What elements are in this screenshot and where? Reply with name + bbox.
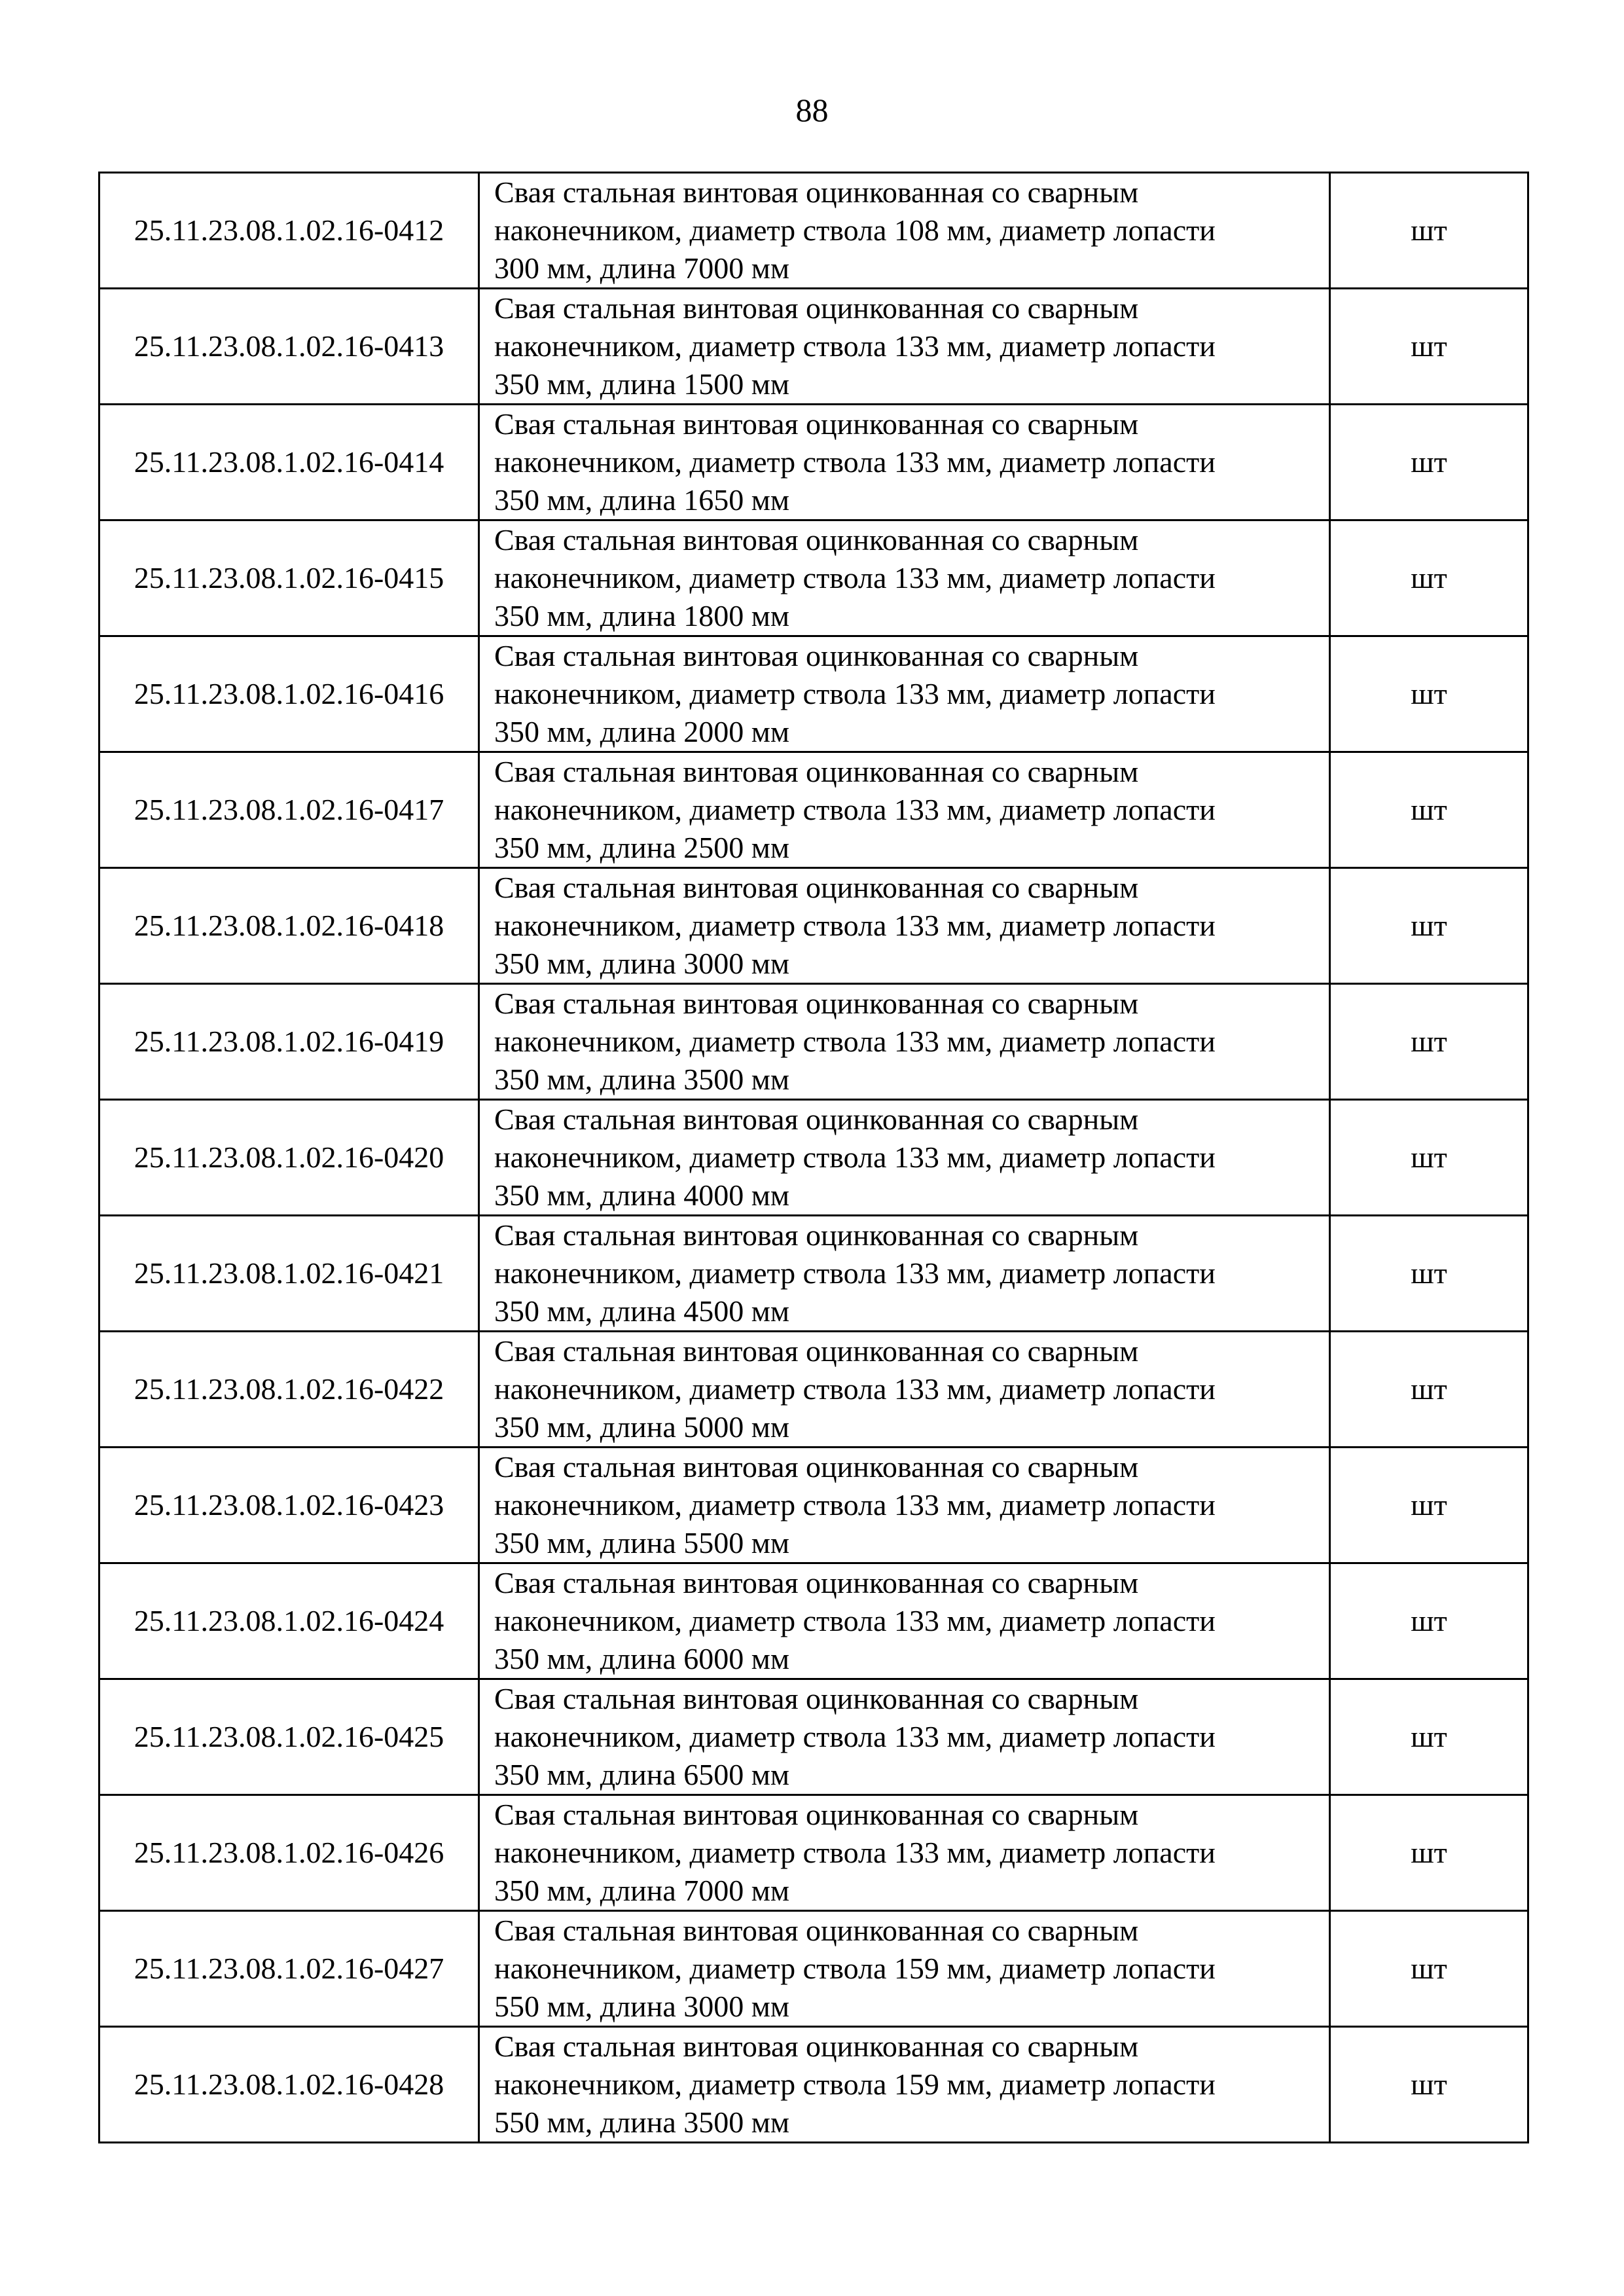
description-line: 550 мм, длина 3000 мм xyxy=(494,1990,789,2023)
item-description-cell xyxy=(479,1448,1330,1563)
item-code-cell: 25.11.23.08.1.02.16-0418 xyxy=(99,868,479,984)
item-unit-cell: шт xyxy=(1330,1795,1528,1911)
description-line: 350 мм, длина 1800 мм xyxy=(494,599,789,632)
description-line: наконечником, диаметр ствола 133 мм, диаметр лопасти xyxy=(494,1836,1216,1869)
description-line: наконечником, диаметр ствола 133 мм, диаметр лопасти xyxy=(494,1488,1216,1522)
item-unit-cell: шт xyxy=(1330,405,1528,520)
item-unit-cell: шт xyxy=(1330,1563,1528,1679)
item-code-cell: 25.11.23.08.1.02.16-0414 xyxy=(99,405,479,520)
item-code-cell: 25.11.23.08.1.02.16-0420 xyxy=(99,1100,479,1216)
item-code-cell: 25.11.23.08.1.02.16-0425 xyxy=(99,1679,479,1795)
item-code-cell: 25.11.23.08.1.02.16-0421 xyxy=(99,1216,479,1332)
description-line: наконечником, диаметр ствола 133 мм, диаметр лопасти xyxy=(494,329,1216,363)
item-description-cell xyxy=(479,1679,1330,1795)
item-unit-cell: шт xyxy=(1330,1448,1528,1563)
item-description-cell xyxy=(479,1100,1330,1216)
description-line: наконечником, диаметр ствола 133 мм, диаметр лопасти xyxy=(494,1720,1216,1753)
description-line: наконечником, диаметр ствола 133 мм, диаметр лопасти xyxy=(494,1256,1216,1290)
description-line: Свая стальная винтовая оцинкованная со сварным xyxy=(494,1798,1139,1831)
description-line: Свая стальная винтовая оцинкованная со сварным xyxy=(494,175,1139,209)
description-line: 350 мм, длина 4500 мм xyxy=(494,1294,789,1328)
item-code-cell: 25.11.23.08.1.02.16-0412 xyxy=(99,173,479,289)
item-unit-cell: шт xyxy=(1330,868,1528,984)
description-line: наконечником, диаметр ствола 133 мм, диаметр лопасти xyxy=(494,1025,1216,1058)
item-code-cell: 25.11.23.08.1.02.16-0416 xyxy=(99,636,479,752)
table-row xyxy=(99,1911,1528,2027)
description-line: 550 мм, длина 3500 мм xyxy=(494,2105,789,2139)
item-code-cell: 25.11.23.08.1.02.16-0422 xyxy=(99,1332,479,1448)
description-line: Свая стальная винтовая оцинкованная со сварным xyxy=(494,755,1139,788)
description-line: 350 мм, длина 1500 мм xyxy=(494,367,789,401)
description-line: Свая стальная винтовая оцинкованная со сварным xyxy=(494,1566,1139,1599)
page-number: 88 xyxy=(795,92,829,128)
item-description-cell xyxy=(479,173,1330,289)
description-line: Свая стальная винтовая оцинкованная со сварным xyxy=(494,2030,1139,2063)
item-unit-cell: шт xyxy=(1330,1100,1528,1216)
description-line: 300 мм, длина 7000 мм xyxy=(494,251,789,285)
table-row xyxy=(99,289,1528,405)
table-row xyxy=(99,984,1528,1100)
item-description-cell xyxy=(479,752,1330,868)
description-line: наконечником, диаметр ствола 159 мм, диаметр лопасти xyxy=(494,2068,1216,2101)
item-description-cell xyxy=(479,520,1330,636)
table-row xyxy=(99,405,1528,520)
description-line: Свая стальная винтовая оцинкованная со сварным xyxy=(494,407,1139,441)
description-line: наконечником, диаметр ствола 133 мм, диаметр лопасти xyxy=(494,1140,1216,1174)
item-code-cell: 25.11.23.08.1.02.16-0427 xyxy=(99,1911,479,2027)
description-line: Свая стальная винтовая оцинкованная со сварным xyxy=(494,987,1139,1020)
item-description-cell xyxy=(479,868,1330,984)
item-description-cell xyxy=(479,289,1330,405)
item-unit-cell: шт xyxy=(1330,173,1528,289)
table-row xyxy=(99,752,1528,868)
description-line: наконечником, диаметр ствола 133 мм, диаметр лопасти xyxy=(494,677,1216,710)
item-code-cell: 25.11.23.08.1.02.16-0413 xyxy=(99,289,479,405)
description-line: Свая стальная винтовая оцинкованная со сварным xyxy=(494,1218,1139,1252)
item-code-cell: 25.11.23.08.1.02.16-0415 xyxy=(99,520,479,636)
description-line: Свая стальная винтовая оцинкованная со сварным xyxy=(494,639,1139,672)
description-line: Свая стальная винтовая оцинкованная со сварным xyxy=(494,523,1139,556)
description-line: 350 мм, длина 4000 мм xyxy=(494,1178,789,1212)
item-description-cell xyxy=(479,636,1330,752)
item-description-cell xyxy=(479,1216,1330,1332)
table-row xyxy=(99,2027,1528,2143)
item-code-cell: 25.11.23.08.1.02.16-0423 xyxy=(99,1448,479,1563)
item-unit-cell: шт xyxy=(1330,1332,1528,1448)
table-row xyxy=(99,868,1528,984)
description-line: Свая стальная винтовая оцинкованная со сварным xyxy=(494,291,1139,325)
item-unit-cell: шт xyxy=(1330,520,1528,636)
item-description-cell xyxy=(479,405,1330,520)
description-line: 350 мм, длина 6500 мм xyxy=(494,1758,789,1791)
description-line: 350 мм, длина 2500 мм xyxy=(494,831,789,864)
item-code-cell: 25.11.23.08.1.02.16-0419 xyxy=(99,984,479,1100)
table-row xyxy=(99,1795,1528,1911)
description-line: наконечником, диаметр ствола 133 мм, диаметр лопасти xyxy=(494,561,1216,594)
table-row xyxy=(99,1563,1528,1679)
item-description-cell xyxy=(479,1332,1330,1448)
table-row xyxy=(99,1332,1528,1448)
description-line: наконечником, диаметр ствола 133 мм, диаметр лопасти xyxy=(494,793,1216,826)
description-line: Свая стальная винтовая оцинкованная со сварным xyxy=(494,1102,1139,1136)
description-line: Свая стальная винтовая оцинкованная со сварным xyxy=(494,1914,1139,1947)
description-line: Свая стальная винтовая оцинкованная со сварным xyxy=(494,1334,1139,1368)
description-line: 350 мм, длина 3000 мм xyxy=(494,947,789,980)
table-row xyxy=(99,1448,1528,1563)
description-line: 350 мм, длина 5500 мм xyxy=(494,1526,789,1559)
description-line: Свая стальная винтовая оцинкованная со сварным xyxy=(494,1450,1139,1484)
items-table-body xyxy=(99,173,1528,2143)
item-code-cell: 25.11.23.08.1.02.16-0424 xyxy=(99,1563,479,1679)
item-code-cell: 25.11.23.08.1.02.16-0417 xyxy=(99,752,479,868)
description-line: наконечником, диаметр ствола 159 мм, диаметр лопасти xyxy=(494,1952,1216,1985)
item-description-cell xyxy=(479,1911,1330,2027)
description-line: наконечником, диаметр ствола 133 мм, диаметр лопасти xyxy=(494,909,1216,942)
description-line: наконечником, диаметр ствола 133 мм, диаметр лопасти xyxy=(494,445,1216,479)
table-row xyxy=(99,636,1528,752)
description-line: Свая стальная винтовая оцинкованная со сварным xyxy=(494,1682,1139,1715)
item-unit-cell: шт xyxy=(1330,1216,1528,1332)
item-unit-cell: шт xyxy=(1330,2027,1528,2143)
items-table xyxy=(98,172,1529,2143)
table-row xyxy=(99,1679,1528,1795)
description-line: 350 мм, длина 2000 мм xyxy=(494,715,789,748)
description-line: 350 мм, длина 7000 мм xyxy=(494,1874,789,1907)
item-unit-cell: шт xyxy=(1330,752,1528,868)
description-line: наконечником, диаметр ствола 133 мм, диаметр лопасти xyxy=(494,1372,1216,1406)
description-line: 350 мм, длина 3500 мм xyxy=(494,1063,789,1096)
item-description-cell xyxy=(479,2027,1330,2143)
item-description-cell xyxy=(479,984,1330,1100)
description-line: наконечником, диаметр ствола 108 мм, диаметр лопасти xyxy=(494,213,1216,247)
item-description-cell xyxy=(479,1563,1330,1679)
item-unit-cell: шт xyxy=(1330,1911,1528,2027)
item-unit-cell: шт xyxy=(1330,636,1528,752)
table-row xyxy=(99,520,1528,636)
description-line: 350 мм, длина 1650 мм xyxy=(494,483,789,517)
item-unit-cell: шт xyxy=(1330,289,1528,405)
item-unit-cell: шт xyxy=(1330,1679,1528,1795)
description-line: Свая стальная винтовая оцинкованная со сварным xyxy=(494,871,1139,904)
description-line: наконечником, диаметр ствола 133 мм, диаметр лопасти xyxy=(494,1604,1216,1637)
item-unit-cell: шт xyxy=(1330,984,1528,1100)
item-description-cell xyxy=(479,1795,1330,1911)
table-row xyxy=(99,1100,1528,1216)
table-row xyxy=(99,1216,1528,1332)
description-line: 350 мм, длина 6000 мм xyxy=(494,1642,789,1675)
item-code-cell: 25.11.23.08.1.02.16-0428 xyxy=(99,2027,479,2143)
table-row xyxy=(99,173,1528,289)
description-line: 350 мм, длина 5000 мм xyxy=(494,1410,789,1444)
item-code-cell: 25.11.23.08.1.02.16-0426 xyxy=(99,1795,479,1911)
